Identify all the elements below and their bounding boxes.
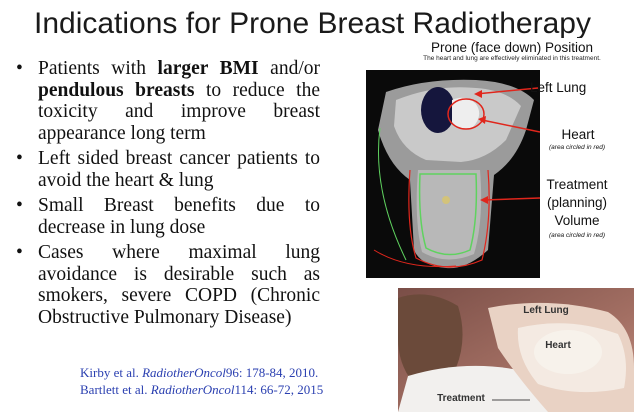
label-left-lung: Left Lung [530, 80, 587, 95]
slide-title: Indications for Prone Breast Radiotherapy [34, 7, 591, 38]
bullet-text: larger BMI [157, 58, 259, 79]
figure-title: Prone (face down) Position [430, 40, 594, 55]
photo-label-left-lung: Left Lung [523, 305, 569, 316]
bullet-text: and/or [258, 58, 320, 79]
label-heart-note: (area circled in red) [549, 144, 605, 151]
bullet-list [14, 58, 320, 332]
bullet-text: Patients with [38, 58, 158, 79]
label-planning: (planning) [546, 195, 608, 210]
bullet-dot: • [16, 195, 23, 216]
label-treatment: Treatment [546, 177, 608, 192]
label-volume: Volume [554, 213, 600, 228]
reference-2: Bartlett et al. RadiotherOncol114: 66-72, 2015 [80, 382, 324, 397]
bullet-dot: • [16, 242, 23, 263]
bullet-text: pendulous breasts [38, 79, 195, 101]
bullet-item [14, 242, 320, 328]
bullet-dot: • [16, 148, 23, 169]
figure-subtitle: The heart and lung are effectively eliminated in this treatment. [423, 55, 601, 62]
photo-label-treatment: Treatment [437, 393, 485, 404]
label-heart: Heart [561, 127, 595, 142]
ct-scan-image [366, 70, 540, 278]
bullet-text: Left sided breast cancer patients to avoid the heart & lung [38, 148, 320, 191]
references [80, 364, 370, 398]
bullet-item [14, 58, 320, 144]
label-treatment-note: (area circled in red) [549, 232, 605, 239]
bullet-item [14, 195, 320, 238]
bullet-text: Cases where maximal lung avoidance is desirable such as smokers, severe COPD (Chronic Obstructive Pulmonary Disease) [38, 242, 320, 328]
bullet-text: Small Breast benefits due to decrease in lung dose [38, 195, 320, 238]
reference-1: Kirby et al. RadiotherOncol96: 178-84, 2010. [80, 365, 319, 380]
bullet-item [14, 148, 320, 191]
photo-label-heart: Heart [545, 340, 571, 351]
bullet-dot: • [16, 58, 23, 79]
bullet-text: to reduce the toxicity and improve breast appearance long term [38, 79, 320, 144]
